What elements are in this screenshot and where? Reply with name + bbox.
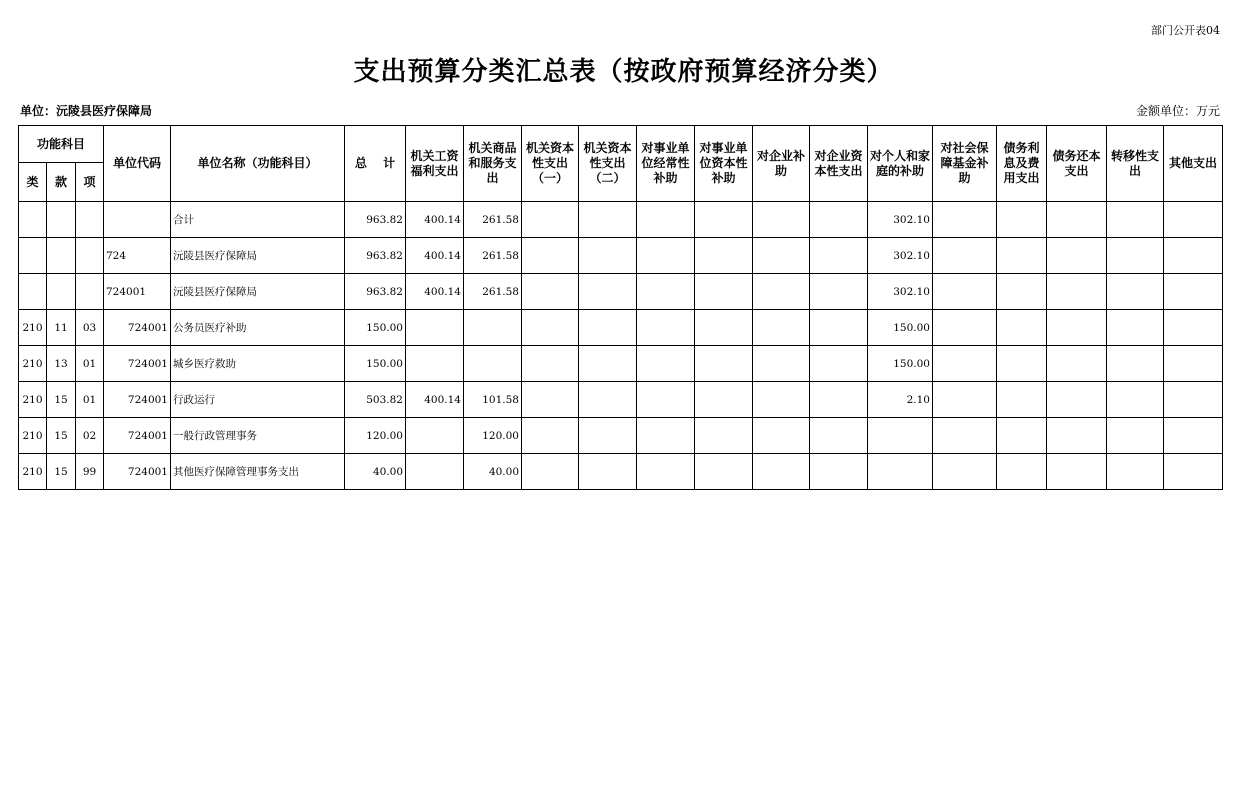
amount-cell-c4 (579, 238, 637, 274)
page-title: 支出预算分类汇总表（按政府预算经济分类） (353, 57, 894, 87)
amount-cell-c13 (1107, 418, 1164, 454)
xiang-cell (76, 274, 104, 310)
unit-name-cell: 其他医疗保障管理事务支出 (171, 454, 345, 490)
amount-cell-c1: 400.14 (406, 238, 464, 274)
unit-code-cell: 724001 (104, 418, 171, 454)
unit-name-header: 单位名称（功能科目） (171, 126, 345, 202)
col-header-inst-capital-subsidy: 对事业单位资本性补助 (695, 126, 753, 202)
table-row (19, 274, 1223, 310)
kuan-cell: 15 (47, 418, 76, 454)
amount-cell-c14 (1164, 454, 1223, 490)
col-header-enterprise-capital: 对企业资本性支出 (810, 126, 868, 202)
amount-cell-c14 (1164, 382, 1223, 418)
amount-cell-c5 (637, 382, 695, 418)
kuan-cell: 11 (47, 310, 76, 346)
total-cell: 963.82 (345, 238, 406, 274)
amount-cell-c2 (464, 310, 522, 346)
amount-cell-c4 (579, 346, 637, 382)
unit-code-cell: 724 (104, 238, 171, 274)
table-body (19, 202, 1223, 490)
unit-name-cell: 沅陵县医疗保障局 (171, 238, 345, 274)
amount-cell-c7 (753, 454, 810, 490)
amount-cell-c11 (997, 454, 1047, 490)
table-row (19, 346, 1223, 382)
amount-cell-c8 (810, 454, 868, 490)
amount-cell-c10 (933, 238, 997, 274)
func-subject-header: 功能科目 (19, 126, 104, 163)
amount-cell-c3 (522, 382, 579, 418)
kuan-cell (47, 274, 76, 310)
xiang-cell: 03 (76, 310, 104, 346)
xiang-cell (76, 202, 104, 238)
amount-cell-c13 (1107, 274, 1164, 310)
amount-cell-c3 (522, 454, 579, 490)
amount-cell-c13 (1107, 382, 1164, 418)
amount-cell-c14 (1164, 202, 1223, 238)
unit-name-cell: 合计 (171, 202, 345, 238)
amount-cell-c7 (753, 202, 810, 238)
amount-cell-c6 (695, 346, 753, 382)
lei-cell: 210 (19, 382, 47, 418)
amount-cell-c11 (997, 202, 1047, 238)
amount-cell-c1 (406, 454, 464, 490)
amount-cell-c6 (695, 274, 753, 310)
amount-cell-c8 (810, 346, 868, 382)
amount-cell-c8 (810, 202, 868, 238)
xiang-cell: 99 (76, 454, 104, 490)
amount-cell-c2: 120.00 (464, 418, 522, 454)
unit-code-cell: 724001 (104, 346, 171, 382)
total-cell: 150.00 (345, 346, 406, 382)
xiang-cell: 02 (76, 418, 104, 454)
amount-cell-c14 (1164, 238, 1223, 274)
lei-cell: 210 (19, 310, 47, 346)
lei-cell (19, 274, 47, 310)
xiang-cell: 01 (76, 382, 104, 418)
amount-cell-c3 (522, 238, 579, 274)
unit-code-cell: 724001 (104, 274, 171, 310)
amount-cell-c4 (579, 418, 637, 454)
col-header-individual-subsidy: 对个人和家庭的补助 (868, 126, 933, 202)
amount-cell-c1: 400.14 (406, 274, 464, 310)
xiang-cell: 01 (76, 346, 104, 382)
col-header-social-security: 对社会保障基金补助 (933, 126, 997, 202)
total-cell: 963.82 (345, 202, 406, 238)
amount-cell-c9: 302.10 (868, 238, 933, 274)
amount-cell-c5 (637, 310, 695, 346)
unit-code-header: 单位代码 (104, 126, 171, 202)
col-header-inst-regular-subsidy: 对事业单位经常性补助 (637, 126, 695, 202)
unit-label: 单位：沅陵县医疗保障局 (20, 104, 153, 118)
kuan-cell: 13 (47, 346, 76, 382)
kuan-cell: 15 (47, 454, 76, 490)
lei-cell (19, 238, 47, 274)
amount-cell-c5 (637, 202, 695, 238)
kuan-cell: 15 (47, 382, 76, 418)
amount-cell-c5 (637, 418, 695, 454)
amount-cell-c14 (1164, 418, 1223, 454)
col-header-debt-principal: 债务还本支出 (1047, 126, 1107, 202)
money-unit-label: 金额单位：万元 (1135, 104, 1220, 118)
amount-cell-c7 (753, 238, 810, 274)
xiang-header: 项 (76, 163, 104, 202)
amount-cell-c14 (1164, 346, 1223, 382)
lei-cell: 210 (19, 346, 47, 382)
amount-cell-c2: 261.58 (464, 202, 522, 238)
amount-cell-c1 (406, 418, 464, 454)
amount-cell-c11 (997, 238, 1047, 274)
total-cell: 150.00 (345, 310, 406, 346)
amount-cell-c6 (695, 382, 753, 418)
amount-cell-c12 (1047, 454, 1107, 490)
amount-cell-c3 (522, 346, 579, 382)
amount-cell-c11 (997, 382, 1047, 418)
amount-cell-c5 (637, 274, 695, 310)
table-row (19, 238, 1223, 274)
unit-name-cell: 城乡医疗救助 (171, 346, 345, 382)
amount-cell-c13 (1107, 238, 1164, 274)
xiang-cell (76, 238, 104, 274)
amount-cell-c9: 2.10 (868, 382, 933, 418)
amount-cell-c9: 150.00 (868, 310, 933, 346)
amount-cell-c11 (997, 418, 1047, 454)
lei-cell: 210 (19, 418, 47, 454)
table-row (19, 310, 1223, 346)
total-cell: 503.82 (345, 382, 406, 418)
amount-cell-c3 (522, 274, 579, 310)
amount-cell-c9 (868, 418, 933, 454)
amount-cell-c9 (868, 454, 933, 490)
amount-cell-c2: 40.00 (464, 454, 522, 490)
amount-cell-c10 (933, 274, 997, 310)
amount-cell-c10 (933, 418, 997, 454)
col-header-capital-1: 机关资本性支出（一） (522, 126, 579, 202)
table-row (19, 418, 1223, 454)
amount-cell-c1: 400.14 (406, 382, 464, 418)
amount-cell-c2: 101.58 (464, 382, 522, 418)
amount-cell-c4 (579, 274, 637, 310)
amount-cell-c6 (695, 310, 753, 346)
amount-cell-c4 (579, 310, 637, 346)
col-header-other: 其他支出 (1164, 126, 1223, 202)
amount-cell-c10 (933, 454, 997, 490)
amount-cell-c6 (695, 418, 753, 454)
unit-code-cell: 724001 (104, 454, 171, 490)
amount-cell-c13 (1107, 202, 1164, 238)
col-header-capital-2: 机关资本性支出（二） (579, 126, 637, 202)
kuan-cell (47, 202, 76, 238)
amount-cell-c1 (406, 346, 464, 382)
unit-name-cell: 公务员医疗补助 (171, 310, 345, 346)
total-header: 总 计 (345, 126, 406, 202)
table-row (19, 382, 1223, 418)
amount-cell-c12 (1047, 382, 1107, 418)
amount-cell-c14 (1164, 274, 1223, 310)
amount-cell-c10 (933, 202, 997, 238)
budget-table (18, 125, 1223, 490)
amount-cell-c4 (579, 382, 637, 418)
amount-cell-c12 (1047, 418, 1107, 454)
amount-cell-c13 (1107, 310, 1164, 346)
amount-cell-c14 (1164, 310, 1223, 346)
amount-cell-c3 (522, 310, 579, 346)
amount-cell-c6 (695, 202, 753, 238)
amount-cell-c2: 261.58 (464, 274, 522, 310)
total-cell: 120.00 (345, 418, 406, 454)
amount-cell-c7 (753, 418, 810, 454)
amount-cell-c8 (810, 274, 868, 310)
amount-cell-c11 (997, 346, 1047, 382)
total-cell: 40.00 (345, 454, 406, 490)
amount-cell-c12 (1047, 274, 1107, 310)
table-row (19, 202, 1223, 238)
amount-cell-c6 (695, 238, 753, 274)
amount-cell-c3 (522, 202, 579, 238)
kuan-cell (47, 238, 76, 274)
col-header-debt-interest: 债务利息及费用支出 (997, 126, 1047, 202)
amount-cell-c13 (1107, 454, 1164, 490)
amount-cell-c9: 302.10 (868, 274, 933, 310)
amount-cell-c13 (1107, 346, 1164, 382)
unit-code-cell (104, 202, 171, 238)
amount-cell-c4 (579, 202, 637, 238)
amount-cell-c5 (637, 238, 695, 274)
unit-name-cell: 行政运行 (171, 382, 345, 418)
amount-cell-c11 (997, 274, 1047, 310)
unit-code-cell: 724001 (104, 310, 171, 346)
amount-cell-c1: 400.14 (406, 202, 464, 238)
amount-cell-c12 (1047, 310, 1107, 346)
unit-code-cell: 724001 (104, 382, 171, 418)
col-header-salary: 机关工资福利支出 (406, 126, 464, 202)
lei-cell (19, 202, 47, 238)
form-code: 部门公开表04 (1151, 24, 1220, 37)
amount-cell-c7 (753, 382, 810, 418)
amount-cell-c6 (695, 454, 753, 490)
amount-cell-c8 (810, 418, 868, 454)
unit-name-cell: 一般行政管理事务 (171, 418, 345, 454)
amount-cell-c4 (579, 454, 637, 490)
lei-header: 类 (19, 163, 47, 202)
amount-cell-c8 (810, 310, 868, 346)
lei-cell: 210 (19, 454, 47, 490)
amount-cell-c11 (997, 310, 1047, 346)
amount-cell-c2 (464, 346, 522, 382)
amount-cell-c12 (1047, 346, 1107, 382)
header-row-1 (19, 126, 1223, 163)
amount-cell-c5 (637, 454, 695, 490)
amount-cell-c9: 302.10 (868, 202, 933, 238)
amount-cell-c3 (522, 418, 579, 454)
amount-cell-c10 (933, 382, 997, 418)
amount-cell-c1 (406, 310, 464, 346)
amount-cell-c12 (1047, 238, 1107, 274)
amount-cell-c7 (753, 274, 810, 310)
amount-cell-c2: 261.58 (464, 238, 522, 274)
col-header-goods-services: 机关商品和服务支出 (464, 126, 522, 202)
table-row (19, 454, 1223, 490)
kuan-header: 款 (47, 163, 76, 202)
amount-cell-c10 (933, 310, 997, 346)
amount-cell-c9: 150.00 (868, 346, 933, 382)
amount-cell-c8 (810, 238, 868, 274)
amount-cell-c7 (753, 346, 810, 382)
amount-cell-c7 (753, 310, 810, 346)
col-header-enterprise-subsidy: 对企业补助 (753, 126, 810, 202)
amount-cell-c8 (810, 382, 868, 418)
total-cell: 963.82 (345, 274, 406, 310)
unit-name-cell: 沅陵县医疗保障局 (171, 274, 345, 310)
amount-cell-c5 (637, 346, 695, 382)
amount-cell-c10 (933, 346, 997, 382)
col-header-transfer: 转移性支出 (1107, 126, 1164, 202)
amount-cell-c12 (1047, 202, 1107, 238)
